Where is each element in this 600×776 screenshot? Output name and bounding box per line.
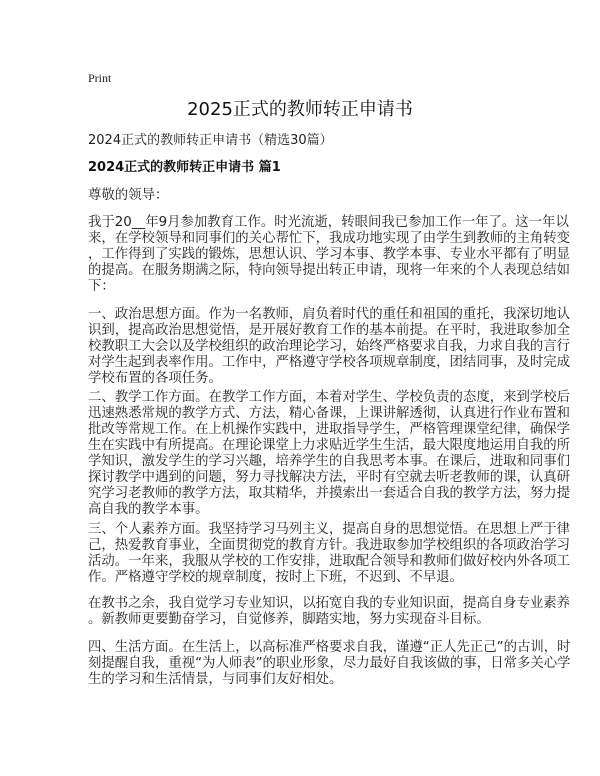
paragraph-line: 己，热爱教育事业，全面贯彻党的教育方针。我进取参加学校组织的各项政治学习 [88, 538, 571, 553]
paragraph-line: 学校布置的各项任务。 [88, 371, 222, 386]
paragraph-line: 校教职工大会以及学校组织的政治理论学习，始终严格要求自我，力求自我的言行 [88, 339, 571, 354]
paragraph-line: 活动。一年来，我服从学校的工作安排，进取配合领导和教师们做好校内外各项工 [88, 554, 571, 569]
paragraph-line: 对学生起到表率作用。工作中，严格遵守学校各项规章制度，团结同事，及时完成 [88, 355, 571, 370]
paragraph-line: 作。严格遵守学校的规章制度，按时上下班，不迟到、不早退。 [88, 570, 463, 585]
document-title: 2025正式的教师转正申请书 [187, 99, 413, 120]
paragraph [88, 390, 571, 518]
paragraph [88, 307, 571, 387]
paragraph-line: ，工作得到了实践的锻炼，思想认识、学习本事、教学本事、专业水平都有了明显 [88, 247, 571, 262]
paragraph-line: 刻提醒自我，重视“为人师表”的职业形象，尽力最好自我该做的事，日常多关心学 [88, 656, 571, 671]
paragraph-line: 识到，提高政治思想觉悟，是开展好教育工作的基本前提。在平时，我进取参加全 [88, 323, 571, 338]
paragraph-line: 三、个人素养方面。我坚持学习马列主义，提高自身的思想觉悟。在思想上严于律 [88, 522, 571, 537]
paragraph-line: 究学习老教师的教学方法，取其精华，并摸索出一套适合自我的教学方法，努力提 [88, 486, 571, 501]
paragraph-line: 生在实践中有所提高。在理论课堂上力求贴近学生生活，最大限度地运用自我的所 [88, 438, 571, 453]
paragraph-line: 。新教师更要勤奋学习，自觉修养，脚踏实地，努力实现奋斗目标。 [88, 612, 490, 627]
paragraph-line: 迅速熟悉常规的教学方式、方法，精心备课，上课讲解透彻，认真进行作业布置和 [88, 406, 571, 421]
print-link[interactable]: Print [88, 71, 112, 85]
paragraph-line: 二、教学工作方面。在教学工作方面，本着对学生、学校负责的态度，来到学校后 [88, 390, 571, 405]
paragraph [88, 215, 571, 295]
paragraph-line: 来，在学校领导和同事们的关心帮忙下，我成功地实现了由学生到教师的主角转变 [88, 231, 571, 246]
paragraph-line: 高自我的教学本事。 [88, 502, 209, 517]
paragraph-line: 批改等常规工作。在上机操作实践中，进取指导学生，严格管理课堂纪律，确保学 [88, 422, 571, 437]
paragraph-line: 生的学习和生活情景，与同事们友好相处。 [88, 672, 343, 687]
section-heading: 2024正式的教师转正申请书 篇1 [88, 160, 281, 175]
paragraph [88, 640, 571, 688]
paragraph-line: 探讨教学中遇到的问题，努力寻找解决方法，平时有空就去听老教师的课，认真研 [88, 470, 571, 485]
document-subtitle: 2024正式的教师转正申请书（精选30篇） [88, 133, 333, 148]
paragraph-line: 学知识，激发学生的学习兴趣，培养学生的自我思考本事。在课后，进取和同事们 [88, 454, 571, 469]
paragraph-line: 我于20__年9月参加教育工作。时光流逝，转眼间我已参加工作一年了。这一年以 [88, 215, 569, 230]
paragraph-line: 一、政治思想方面。作为一名教师，肩负着时代的重任和祖国的重托，我深切地认 [88, 307, 571, 322]
paragraph-line: 的提高。在服务期满之际，特向领导提出转正申请，现将一年来的个人表现总结如 [88, 263, 571, 278]
paragraph [88, 522, 571, 586]
paragraph-line: 四、生活方面。在生活上，以高标准严格要求自我，谨遵“正人先正己”的古训，时 [88, 640, 571, 655]
greeting: 尊敬的领导： [88, 188, 169, 203]
paragraph-line: 在教书之余，我自觉学习专业知识，以拓宽自我的专业知识面，提高自身专业素养 [88, 596, 571, 611]
paragraph [88, 596, 571, 628]
paragraph-line: 下： [88, 279, 115, 294]
